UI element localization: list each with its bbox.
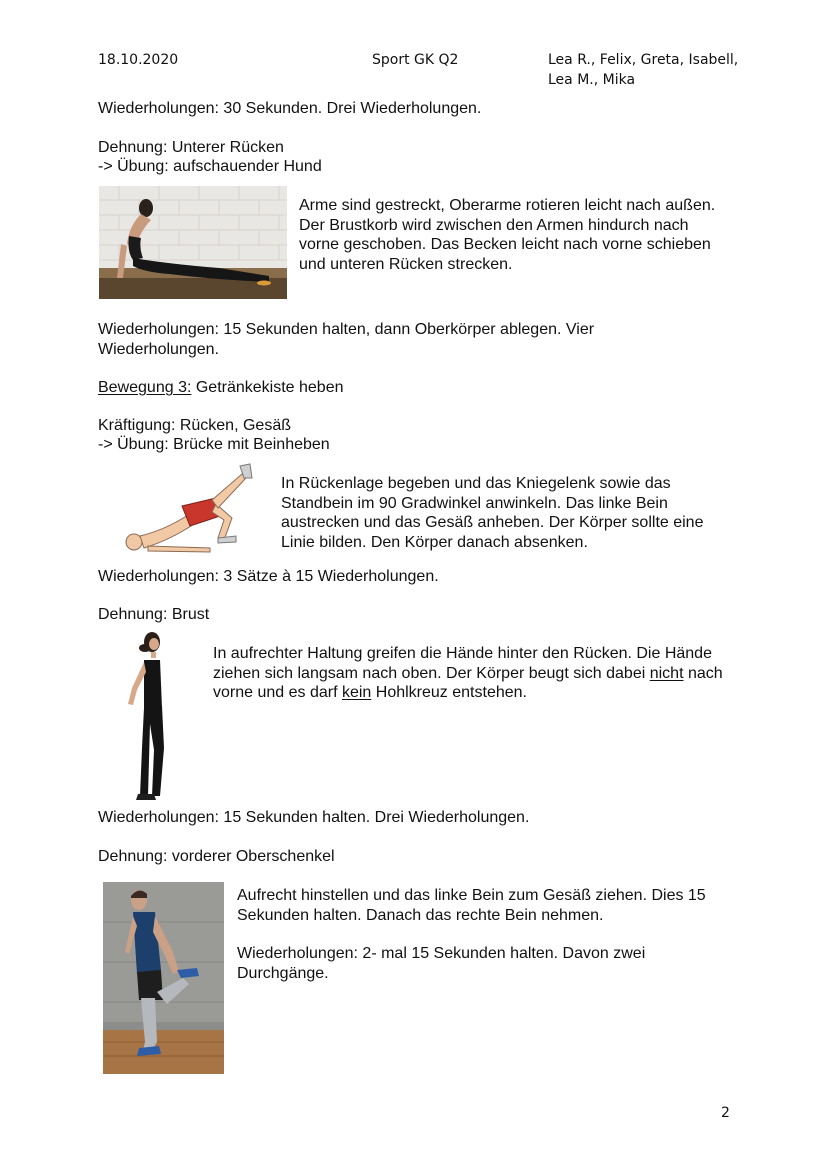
reps-line-1: Wiederholungen: 30 Sekunden. Drei Wiederholungen. (98, 100, 482, 117)
strength-heading: Kräftigung: Rücken, Gesäß (98, 417, 291, 434)
page-number: 2 (721, 1105, 730, 1121)
header-date: 18.10.2020 (98, 52, 179, 68)
header-authors-line2: Lea M., Mika (548, 72, 636, 88)
upward-dog-photo (99, 186, 287, 299)
stretch-chest-heading: Dehnung: Brust (98, 606, 210, 623)
movement-3-text: Getränkekiste heben (191, 379, 344, 396)
header-authors-line1: Lea R., Felix, Greta, Isabell, (548, 52, 739, 68)
thigh-stretch-photo (103, 882, 224, 1074)
chest-desc-part-2: nach vorne und es darf (213, 664, 723, 701)
chest-stretch-photo (118, 628, 180, 803)
bridge-leg-raise-illustration (120, 460, 260, 555)
movement-3-label: Bewegung 3: (98, 379, 192, 396)
bridge-description: In Rückenlage begeben und das Kniegelenk sowie das Standbein im 90 Gradwinkel anwinkeln. Das linke Bein austrecken und das Gesäß anheben. Der Körper sollte eine Linie bilden. Den Körper danach absenken. (281, 475, 704, 551)
chest-word-kein: kein (341, 684, 372, 701)
stretch-thigh-heading: Dehnung: vorderer Oberschenkel (98, 848, 335, 865)
upward-dog-description: Arme sind gestreckt, Oberarme rotieren leicht nach außen. Der Brustkorb wird zwischen den Armen hindurch nach vorne geschoben. Das Becken leicht nach vorne schieben und unteren Rücken strecken. (299, 197, 716, 273)
chest-stretch-description (213, 644, 723, 703)
movement-3-heading (98, 378, 344, 398)
header-course: Sport GK Q2 (372, 52, 459, 68)
chest-desc-part-3: Hohlkreuz entstehen. (371, 684, 527, 701)
stretch-lower-back-heading: Dehnung: Unterer Rücken (98, 139, 284, 156)
chest-word-nicht: nicht (649, 664, 684, 682)
reps-line-4: Wiederholungen: 15 Sekunden halten. Drei Wiederholungen. (98, 809, 530, 826)
reps-line-2: Wiederholungen: 15 Sekunden halten, dann Oberkörper ablegen. Vier Wiederholungen. (98, 321, 595, 358)
thigh-stretch-reps: Wiederholungen: 2- mal 15 Sekunden halten. Davon zwei Durchgänge. (237, 945, 646, 982)
chest-desc-part-1: In aufrechter Haltung greifen die Hände hinter den Rücken. Die Hände ziehen sich langsam nach oben. Der Körper beugt sich dabei (213, 645, 712, 682)
exercise-bridge: -> Übung: Brücke mit Beinheben (98, 436, 330, 453)
exercise-upward-dog: -> Übung: aufschauender Hund (98, 158, 322, 175)
reps-line-3: Wiederholungen: 3 Sätze à 15 Wiederholungen. (98, 568, 439, 585)
thigh-stretch-description: Aufrecht hinstellen und das linke Bein zum Gesäß ziehen. Dies 15 Sekunden halten. Danach das rechte Bein nehmen. (237, 887, 706, 924)
